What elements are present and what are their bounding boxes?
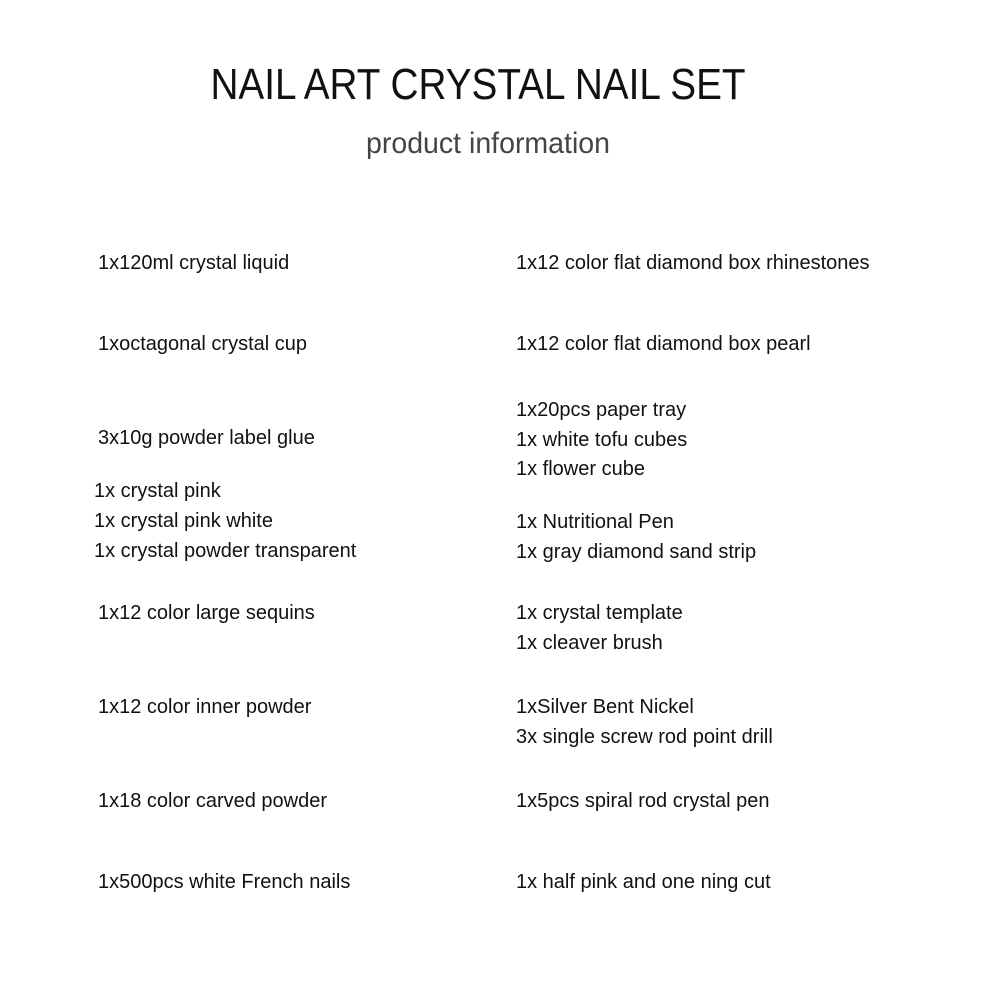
right-list-item: 1x crystal template (516, 602, 683, 624)
left-list-item: 1x12 color large sequins (98, 602, 315, 624)
right-list-item: 1x12 color flat diamond box pearl (516, 333, 811, 355)
right-list-item: 1x cleaver brush (516, 632, 663, 654)
left-list-item: 1x18 color carved powder (98, 790, 328, 812)
left-list-item: 3x10g powder label glue (98, 427, 315, 449)
left-list-item: 1x crystal pink white (94, 510, 273, 532)
left-list-item: 1x120ml crystal liquid (98, 252, 290, 274)
right-list-item: 1xSilver Bent Nickel (516, 696, 694, 718)
left-list-item: 1xoctagonal crystal cup (98, 333, 308, 355)
right-list-item: 1x5pcs spiral rod crystal pen (516, 790, 770, 812)
left-list-item: 1x crystal powder transparent (94, 540, 357, 562)
page-title: NAIL ART CRYSTAL NAIL SET (210, 60, 746, 109)
right-list-item: 1x white tofu cubes (516, 429, 688, 451)
page-subtitle: product information (366, 127, 610, 160)
left-list-item: 1x500pcs white French nails (98, 871, 351, 893)
right-list-item: 1x Nutritional Pen (516, 511, 674, 533)
left-list-item: 1x crystal pink (94, 480, 221, 502)
right-list-item: 3x single screw rod point drill (516, 726, 773, 748)
left-list-item: 1x12 color inner powder (98, 696, 312, 718)
right-list-item: 1x gray diamond sand strip (516, 541, 757, 563)
right-list-item: 1x20pcs paper tray (516, 399, 687, 421)
right-list-item: 1x half pink and one ning cut (516, 871, 771, 893)
right-list-item: 1x12 color flat diamond box rhinestones (516, 252, 870, 274)
right-list-item: 1x flower cube (516, 458, 645, 480)
